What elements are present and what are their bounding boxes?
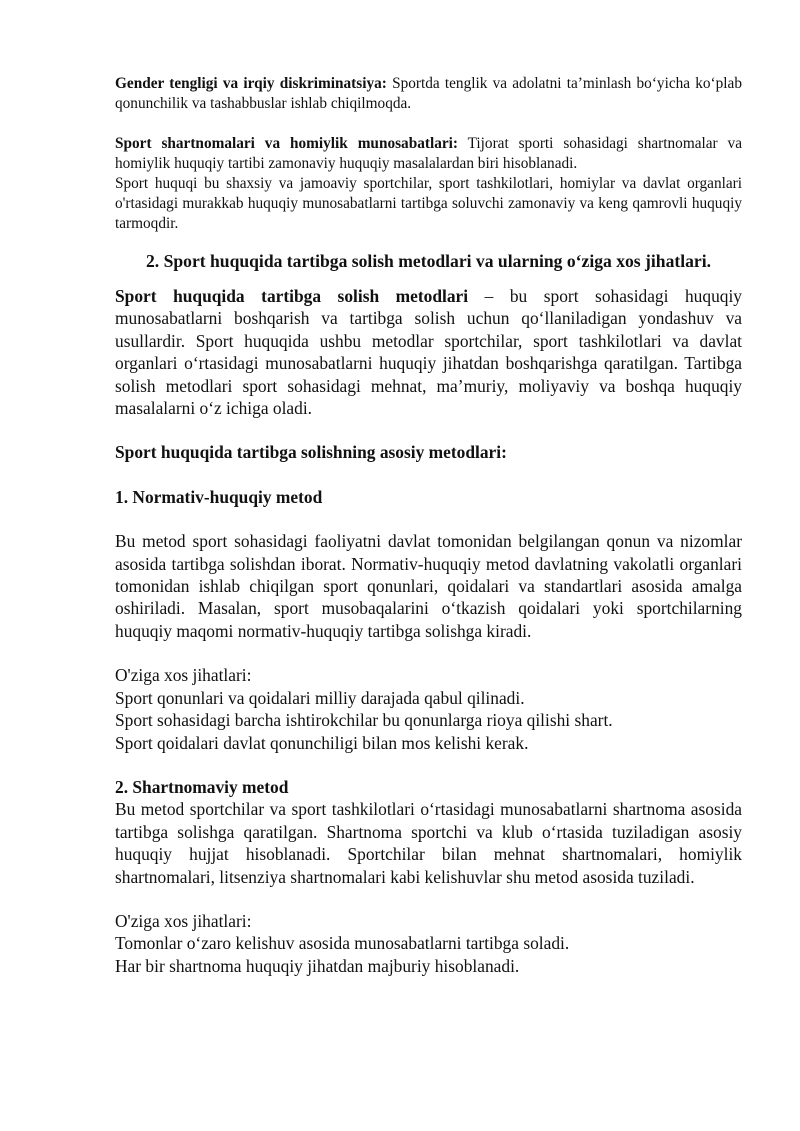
spacer [115,754,742,776]
paragraph-lead: Sport huquqida tartibga solish metodlari [115,286,469,306]
spacer [115,888,742,910]
spacer [115,275,742,285]
paragraph-text: Tijorat sporti sohasidagi shartnomalar va homiylik huquqiy tartibi zamonaviy huquqiy masalalardan biri hisoblanadi. [115,135,742,172]
method2-text: Bu metod sportchilar va sport tashkilotlari o‘rtasidagi munosabatlarni shartnoma asosida tartibga solishga qaratilgan. Shartnoma sportchi va klub o‘rtasida tuziladigan asosiy huquqiy hujjat hisoblanadi. Sportchilar bilan mehnat shartnomalari, homiylik shartnomalari, litsenziya shartnomalari kabi kelishuvlar shu metod asosida tuziladi. [115,799,742,887]
paragraph-contracts-sponsorship [115,134,742,174]
method1-feature-item: Sport qoidalari davlat qonunchiligi bilan mos kelishi kerak. [115,732,529,753]
spacer [115,642,742,664]
paragraph-lead: Sport shartnomalari va homiylik munosabatlari: [115,135,458,152]
paragraph-sport-law-definition: Sport huquqi bu shaxsiy va jamoaviy sportchilar, sport tashkilotlari, homiylar va davlat organlari o'rtasidagi murakkab huquqiy munosabatlarni tartibga soluvchi zamonaviy va keng qamrovli huquqiy tarmoqdir. [115,175,742,232]
paragraph-intro [115,285,742,419]
method2-feature-item: Har bir shartnoma huquqiy jihatdan majburiy hisoblanadi. [115,955,520,976]
spacer [115,419,742,441]
paragraph-lead: Gender tengligi va irqiy diskriminatsiya: [115,75,387,92]
method1-text: Bu metod sport sohasidagi faoliyatni davlat tomonidan belgilangan qonun va nizomlar asosida tartibga solishdan iborat. Normativ-huquqiy metod davlatning vakolatli organlari tomonidan ishlab chiqilgan sport qonunlari, qoidalari va standartlari asosida amalga oshiriladi. Masalan, sport musobaqalarini o‘tkazish qoidalari yoki sportchilarning huquqiy maqomi normativ-huquqiy tartibga solishga kiradi. [115,531,742,641]
spacer [115,508,742,530]
spacer [115,114,742,134]
spacer [115,464,742,486]
method2-features-title: O'ziga xos jihatlari: [115,910,252,931]
method1-title: 1. Normativ-huquqiy metod [115,486,323,507]
paragraph-text: Sportda tenglik va adolatni ta’minlash bo‘yicha ko‘plab qonunchilik va tashabbuslar ishlab chiqilmoqda. [115,75,742,112]
method1-features-title: O'ziga xos jihatlari: [115,665,252,686]
method1-feature-item: Sport sohasidagi barcha ishtirokchilar bu qonunlarga rioya qilishi shart. [115,710,613,731]
method2-feature-item: Tomonlar o‘zaro kelishuv asosida munosabatlarni tartibga soladi. [115,933,570,954]
paragraph-gender-equality [115,74,742,114]
paragraph-text: – bu sport sohasidagi huquqiy munosabatlarni boshqarish va tartibga solish uchun qo‘llaniladigan yondashuv va usullardir. Sport huquqida ushbu metodlar sportchilar, sport tashkilotlari va davlat organlari o‘rtasidagi munosabatlarni huquqiy jihatdan boshqarishga qaratilgan. Tartibga solish metodlari sport sohasidagi mehnat, ma’muriy, moliyaviy va boshqa huquqiy masalalarni o‘z ichiga oladi. [115,286,742,419]
spacer [115,234,742,248]
methods-heading: Sport huquqida tartibga solishning asosiy metodlari: [115,442,507,463]
method2-title: 2. Shartnomaviy metod [115,776,289,797]
method1-feature-item: Sport qonunlari va qoidalari milliy darajada qabul qilinadi. [115,687,525,708]
section-heading: 2. Sport huquqida tartibga solish metodlari va ularning o‘ziga xos jihatlari. [145,251,712,271]
